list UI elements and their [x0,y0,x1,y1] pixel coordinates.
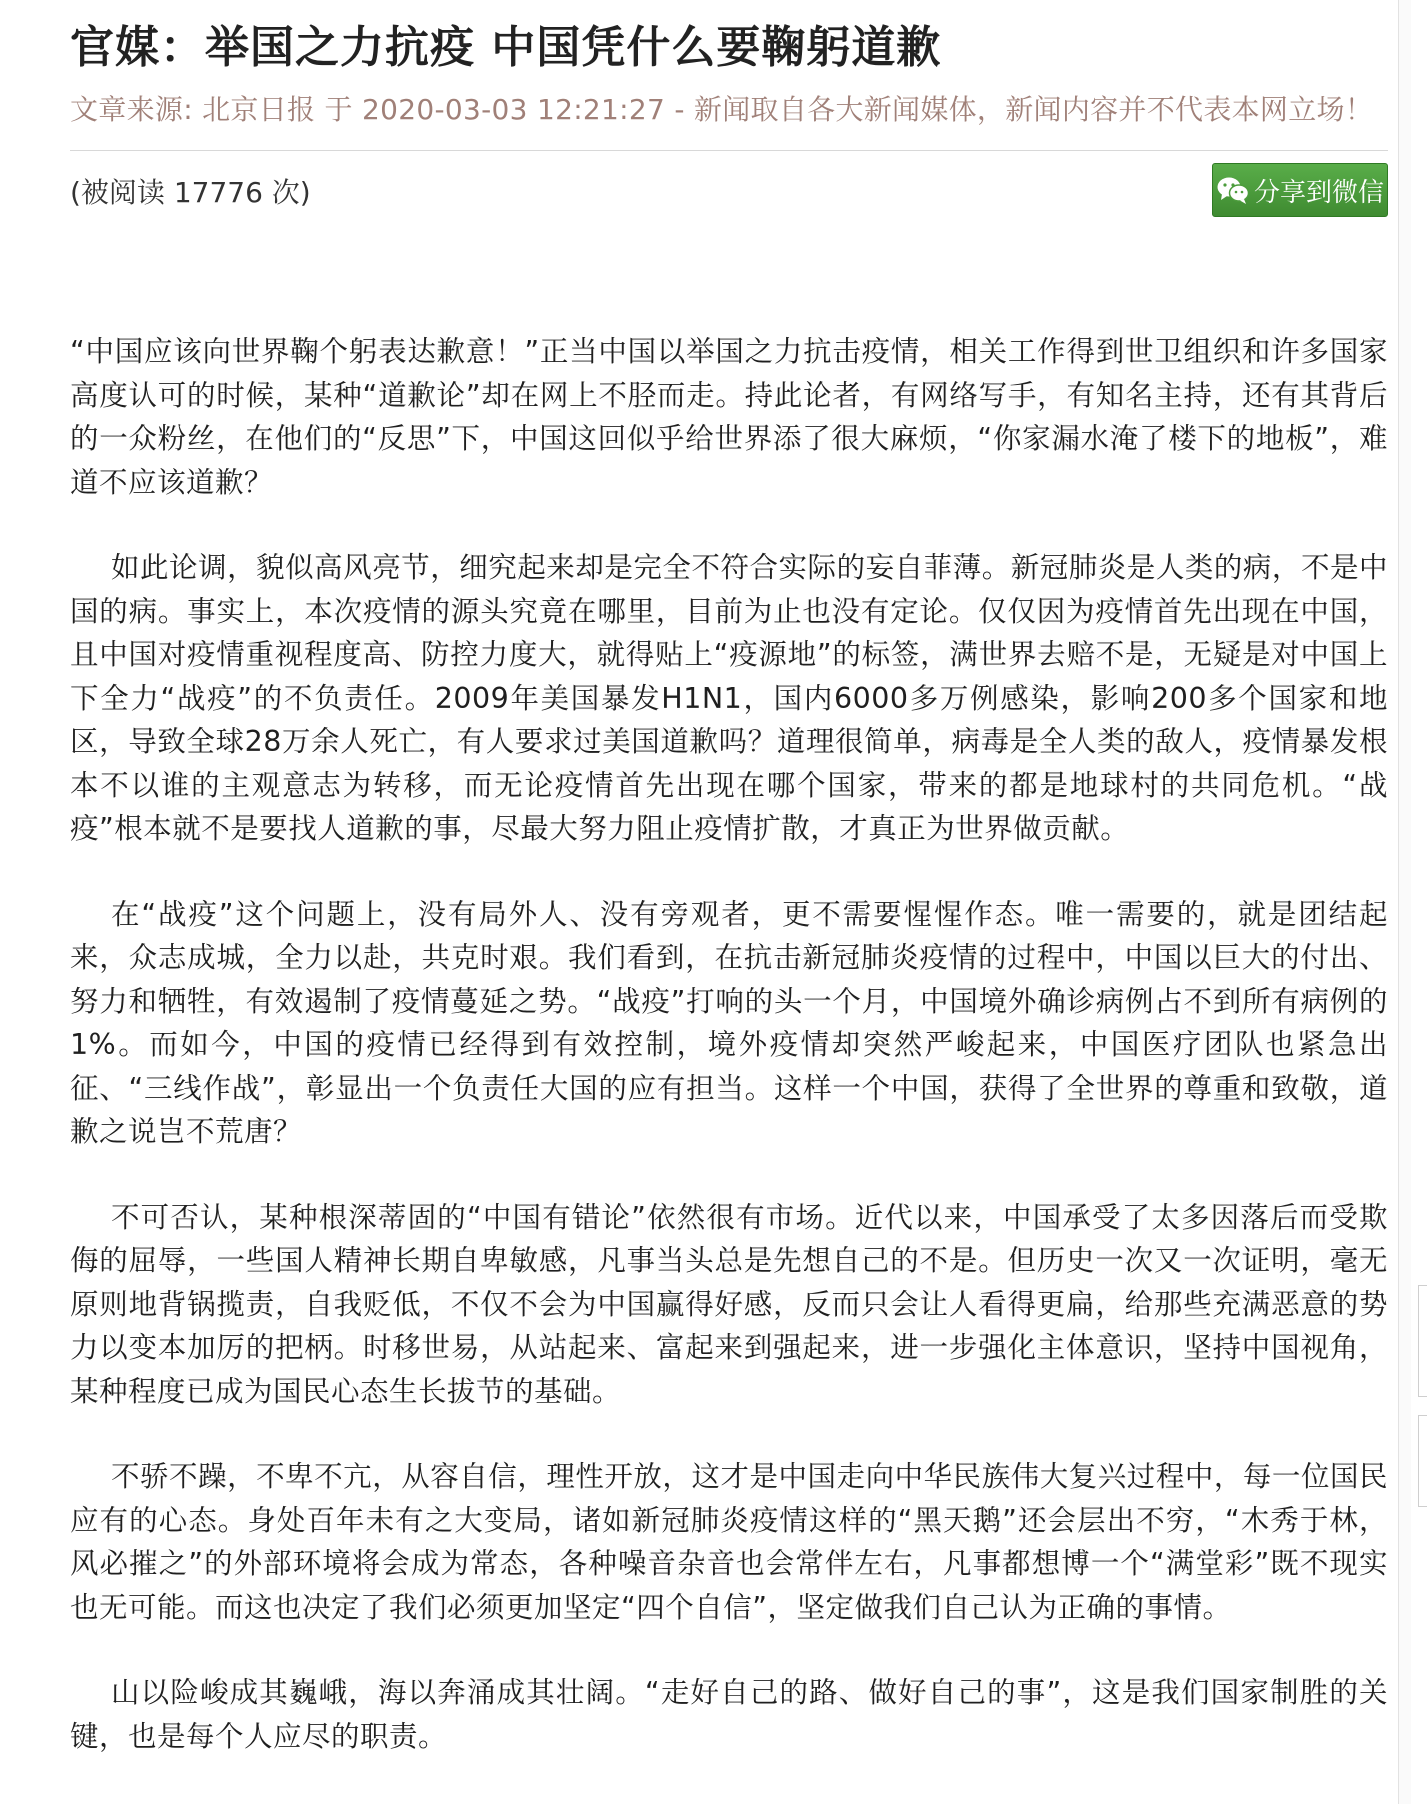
paragraph: 不可否认，某种根深蒂固的“中国有错论”依然很有市场。近代以来，中国承受了太多因落后而受欺侮的屈辱，一些国人精神长期自卑敏感，凡事当头总是先想自己的不是。但历史一次又一次证明，毫无原则地背锅揽责，自我贬低，不仅不会为中国赢得好感，反而只会让人看得更扁，给那些充满恶意的势力以变本加厉的把柄。时移世易，从站起来、富起来到强起来，进一步强化主体意识，坚持中国视角，某种程度已成为国民心态生长拔节的基础。 [70,1200,1388,1408]
paragraph: 在“战疫”这个问题上，没有局外人、没有旁观者，更不需要惺惺作态。唯一需要的，就是团结起来，众志成城，全力以赴，共克时艰。我们看到，在抗击新冠肺炎疫情的过程中，中国以巨大的付出、努力和牺牲，有效遏制了疫情蔓延之势。“战疫”打响的头一个月，中国境外确诊病例占不到所有病例的1%。而如今，中国的疫情已经得到有效控制，境外疫情却突然严峻起来，中国医疗团队也紧急出征、“三线作战”，彰显出一个负责任大国的应有担当。这样一个中国，获得了全世界的尊重和致敬，道歉之说岂不荒唐？ [70,897,1388,1148]
sidebar-bracket [1418,1285,1427,1397]
sidebar-strip [1398,0,1411,1804]
right-sidebar-edge [1398,0,1428,1804]
article-source-line: 文章来源: 北京日报 于 2020-03-03 12:21:27 - 新闻取自各大新闻媒体，新闻内容并不代表本网立场！ [70,93,1374,126]
share-button-label: 分享到微信 [1253,177,1384,208]
article-title: 官媒：举国之力抗疫 中国凭什么要鞠躬道歉 [70,22,942,73]
article-meta-row [70,163,1388,225]
article [70,18,1388,225]
paragraph: 山以险峻成其巍峨，海以奔涌成其壮阔。“走好自己的路、做好自己的事”，这是我们国家制胜的关键，也是每个人应尽的职责。 [70,1676,1388,1753]
paragraph: “中国应该向世界鞠个躬表达歉意！”正当中国以举国之力抗击疫情，相关工作得到世卫组织和许多国家高度认可的时候，某种“道歉论”却在网上不胫而走。持此论者，有网络写手，有知名主持，还有其背后的一众粉丝，在他们的“反思”下，中国这回似乎给世界添了很大麻烦，“你家漏水淹了楼下的地板”，难道不应该道歉？ [70,335,1388,499]
divider [70,150,1388,151]
paragraph: 不骄不躁，不卑不亢，从容自信，理性开放，这才是中国走向中华民族伟大复兴过程中，每一位国民应有的心态。身处百年未有之大变局，诸如新冠肺炎疫情这样的“黑天鹅”还会层出不穷，“木秀于林，风必摧之”的外部环境将会成为常态，各种噪音杂音也会常伴左右，凡事都想博一个“满堂彩”既不现实也无可能。而这也决定了我们必须更加坚定“四个自信”，坚定做我们自己认为正确的事情。 [70,1460,1388,1624]
read-count: (被阅读 17776 次) [70,176,311,209]
share-to-wechat-button[interactable] [1212,163,1388,217]
sidebar-bracket [1418,1415,1427,1507]
wechat-icon [1216,175,1250,205]
paragraph: 如此论调，貌似高风亮节，细究起来却是完全不符合实际的妄自菲薄。新冠肺炎是人类的病，不是中国的病。事实上，本次疫情的源头究竟在哪里，目前为止也没有定论。仅仅因为疫情首先出现在中国，且中国对疫情重视程度高、防控力度大，就得贴上“疫源地”的标签，满世界去赔不是，无疑是对中国上下全力“战疫”的不负责任。2009年美国暴发H1N1，国内6000多万例感染，影响200多个国家和地区，导致全球28万余人死亡，有人要求过美国道歉吗？道理很简单，病毒是全人类的敌人，疫情暴发根本不以谁的主观意志为转移，而无论疫情首先出现在哪个国家，带来的都是地球村的共同危机。“战疫”根本就不是要找人道歉的事，尽最大努力阻止疫情扩散，才真正为世界做贡献。 [70,551,1388,845]
article-body [70,330,1388,1800]
